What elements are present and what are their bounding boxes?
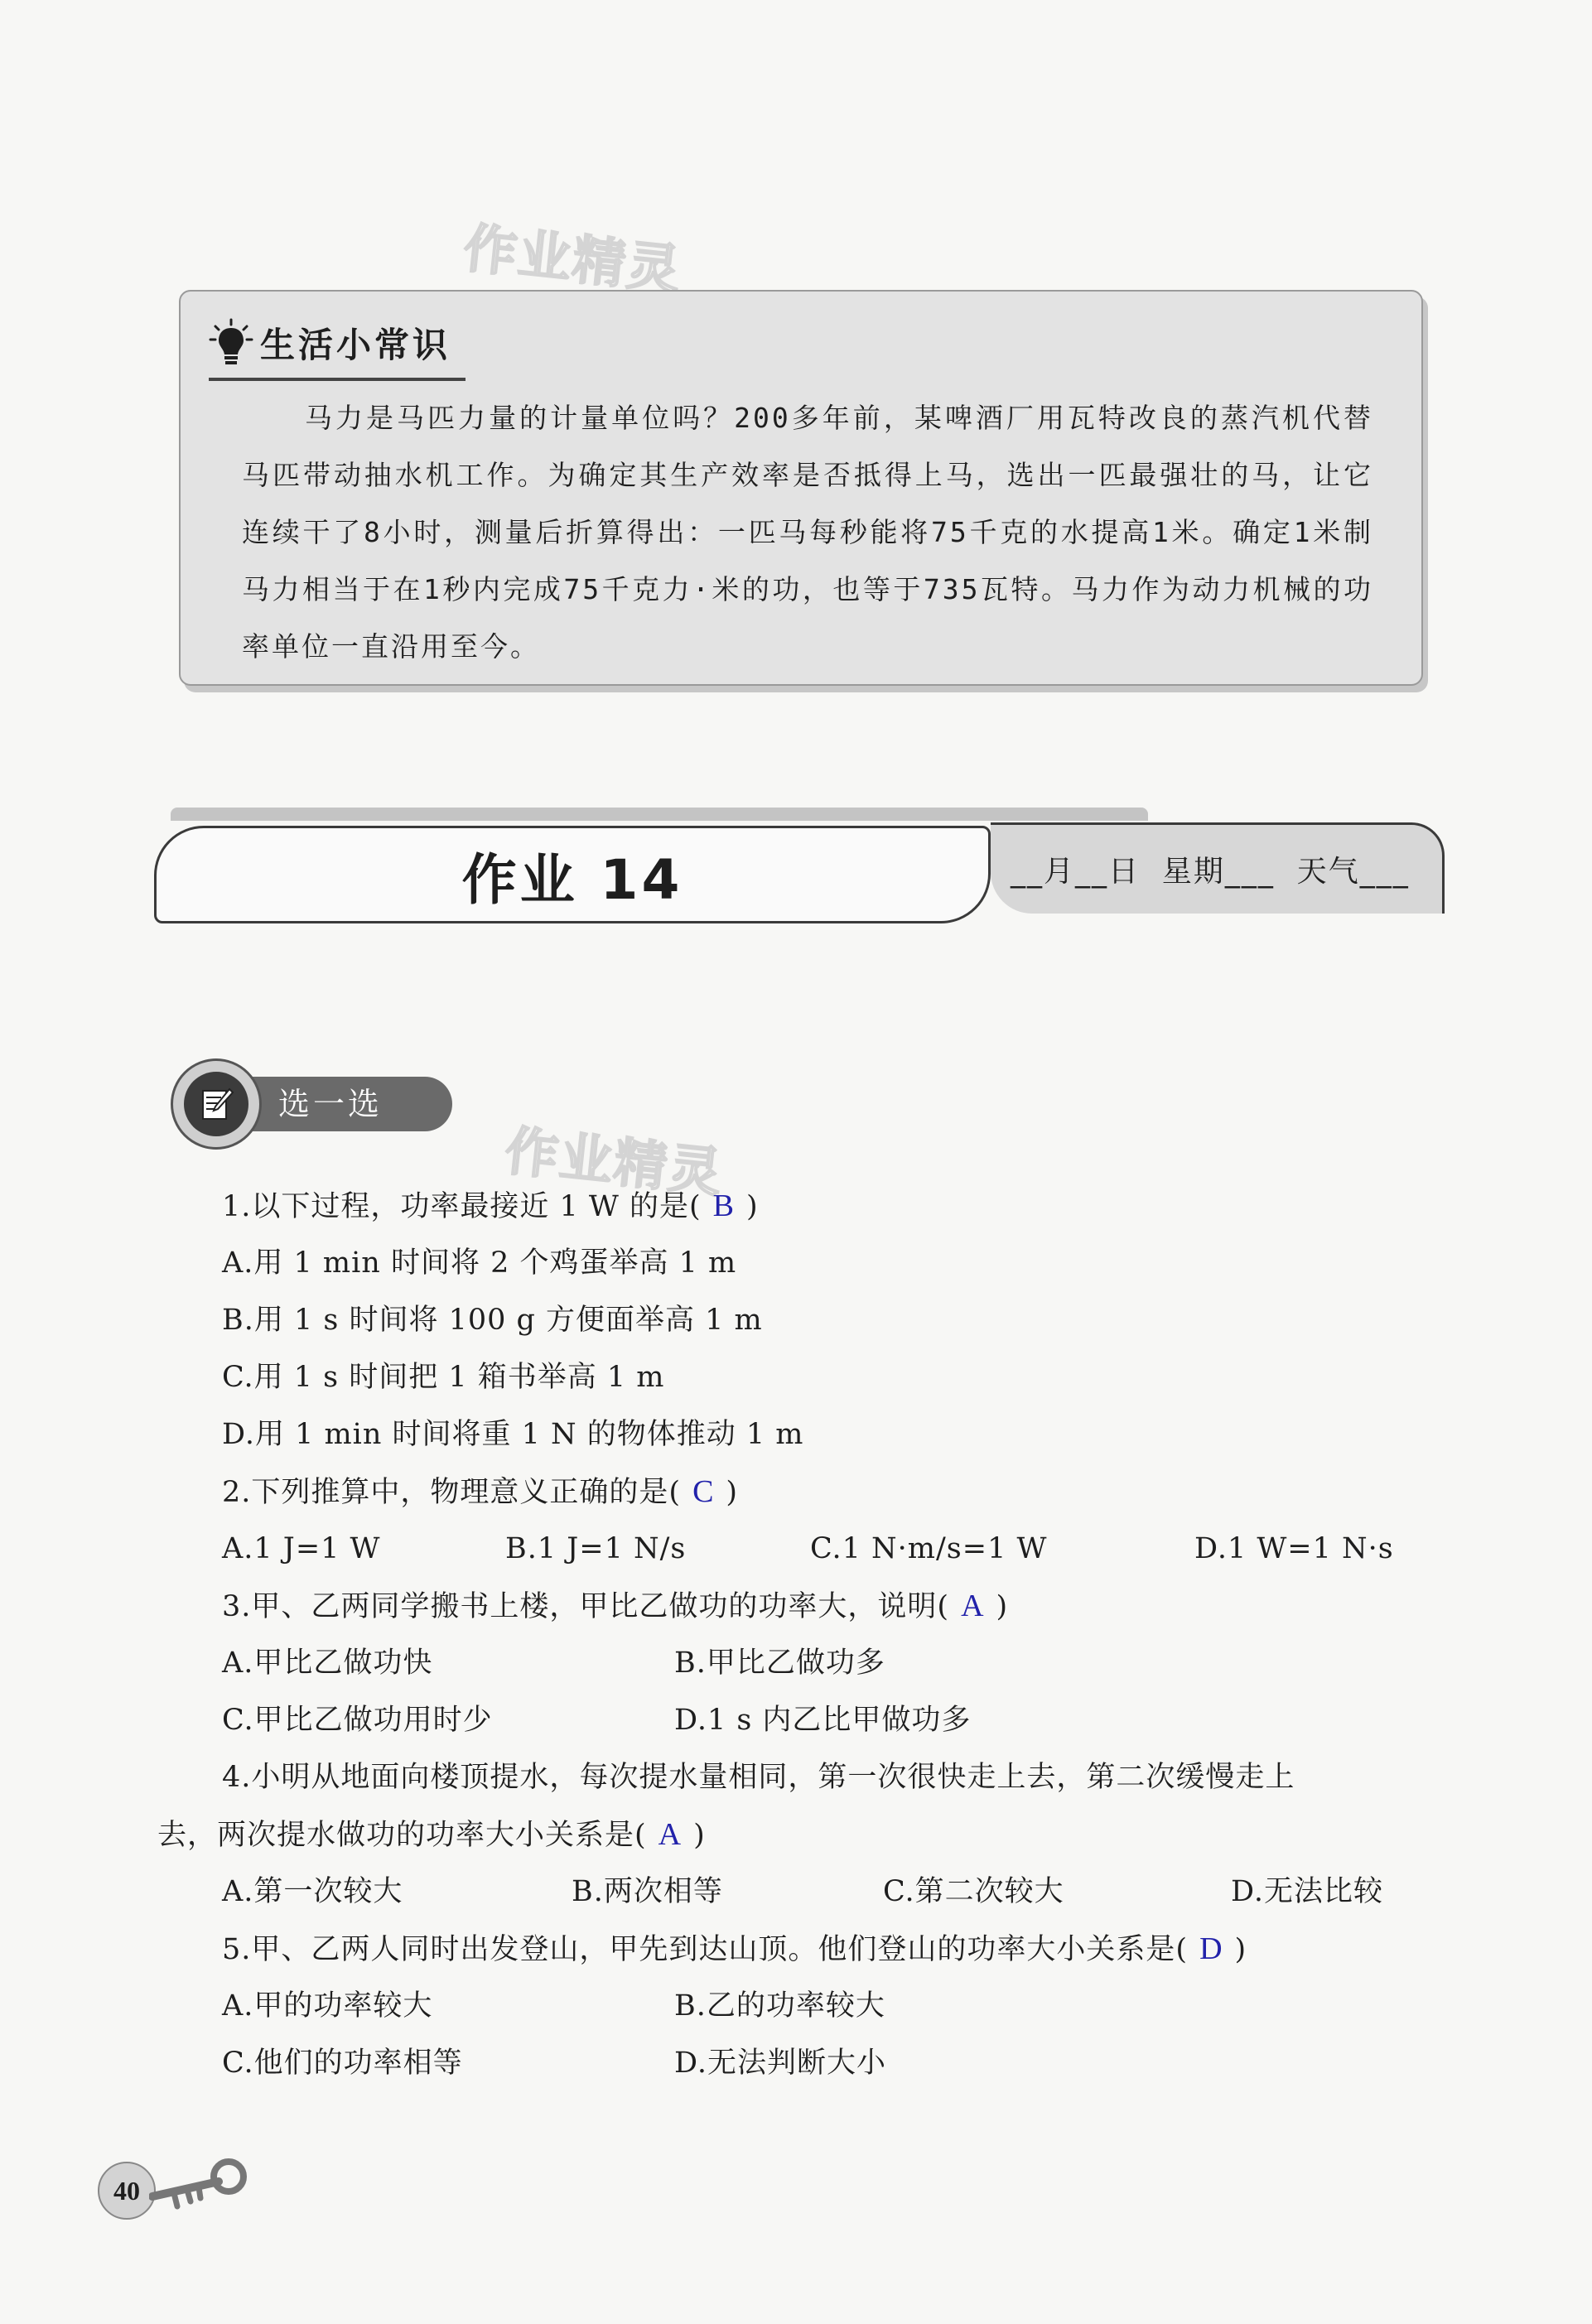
section-label: 选一选 [278, 1086, 384, 1122]
question-2-option-a: A.1 J=1 W [222, 1532, 381, 1565]
question-3-options-row-2 [157, 1692, 1450, 1749]
tip-title: 生活小常识 [260, 325, 451, 365]
question-4-option-d: D.无法比较 [1231, 1875, 1383, 1908]
key-icon [149, 2153, 248, 2220]
question-1-option-d: D.用 1 min 时间将重 1 N 的物体推动 1 m [222, 1418, 804, 1451]
question-4-options [157, 1864, 1450, 1921]
answer-4: A [658, 1817, 683, 1852]
question-5-option-b: B.乙的功率较大 [674, 1989, 885, 2023]
question-5-options-row-1 [157, 1978, 1450, 2035]
question-5-options-row-2 [157, 2035, 1450, 2092]
lightbulb-icon [209, 318, 253, 368]
badge-circle [171, 1058, 262, 1150]
question-2-options [157, 1521, 1450, 1578]
section-badge [171, 1058, 452, 1150]
question-3-option-b: B.甲比乙做功多 [674, 1647, 885, 1680]
question-1-stem: 1.以下过程，功率最接近 1 W 的是( B ) [222, 1189, 759, 1223]
question-1-option-b: B.用 1 s 时间将 100 g 方便面举高 1 m [222, 1304, 763, 1337]
question-5-option-d: D.无法判断大小 [674, 2047, 886, 2080]
question-3-option-d: D.1 s 内乙比甲做功多 [674, 1704, 972, 1737]
question-2-option-c: C.1 N·m/s=1 W [810, 1532, 1048, 1565]
question-4-option-c: C.第二次较大 [883, 1875, 1064, 1908]
life-tip-box [179, 290, 1423, 686]
answer-5: D [1199, 1931, 1223, 1966]
question-4-option-a: A.第一次较大 [222, 1875, 403, 1908]
question-5-option-c: C.他们的功率相等 [222, 2047, 463, 2080]
homework-title: 作业 14 [461, 847, 683, 912]
homework-header [154, 808, 1446, 932]
question-1-option-a: A.用 1 min 时间将 2 个鸡蛋举高 1 m [222, 1246, 737, 1280]
question-1-option-c: C.用 1 s 时间把 1 箱书举高 1 m [222, 1361, 665, 1394]
question-3-option-a: A.甲比乙做功快 [222, 1647, 433, 1680]
question-2-option-b: B.1 J=1 N/s [505, 1532, 687, 1565]
tip-title-underline [209, 378, 466, 381]
page-footer [98, 2153, 247, 2236]
watermark-top: 作业精灵 [461, 218, 685, 302]
date-weather-line: __月__日 星期___ 天气___ [1011, 855, 1410, 889]
question-2-stem: 2.下列推算中，物理意义正确的是( C ) [222, 1474, 739, 1509]
question-3-stem: 3.甲、乙两同学搬书上楼，甲比乙做功的功率大，说明( A ) [222, 1589, 1009, 1623]
question-3-options-row-1 [157, 1635, 1450, 1692]
question-5-stem: 5.甲、乙两人同时出发登山，甲先到达山顶。他们登山的功率大小关系是( D ) [222, 1931, 1247, 1966]
question-4-option-b: B.两次相等 [572, 1875, 723, 1908]
notepad-pencil-icon [196, 1084, 236, 1124]
question-2-option-d: D.1 W=1 N·s [1194, 1532, 1394, 1565]
tip-text: 马力是马匹力量的计量单位吗？200多年前，某啤酒厂用瓦特改良的蒸汽机代替马匹带动抽水机工作。为确定其生产效率是否抵得上马，选出一匹最强壮的马，让它连续干了8小时，测量后折算得出：一匹马每秒能将75千克的水提高1米。确定1米制马力相当于在1秒内完成75千克力·米的功，也等于735瓦特。马力作为动力机械的功率单位一直沿用至今。 [242, 402, 1373, 663]
question-list [157, 1178, 1450, 2092]
question-4-stem-continued: 去，两次提水做功的功率大小关系是( A ) [157, 1817, 706, 1852]
watermark-middle: 作业精灵 [502, 1121, 726, 1205]
question-5-option-a: A.甲的功率较大 [222, 1989, 433, 2023]
answer-1: B [712, 1189, 736, 1223]
header-decor-bar [171, 808, 1148, 821]
date-weather-box [991, 822, 1445, 914]
page-number: 40 [98, 2162, 156, 2220]
answer-3: A [961, 1589, 985, 1623]
question-4-stem: 4.小明从地面向楼顶提水，每次提水量相同，第一次很快走上去，第二次缓慢走上 [222, 1761, 1295, 1794]
answer-2: C [692, 1474, 715, 1509]
question-3-option-c: C.甲比乙做功用时少 [222, 1704, 493, 1737]
tip-header [209, 318, 451, 368]
